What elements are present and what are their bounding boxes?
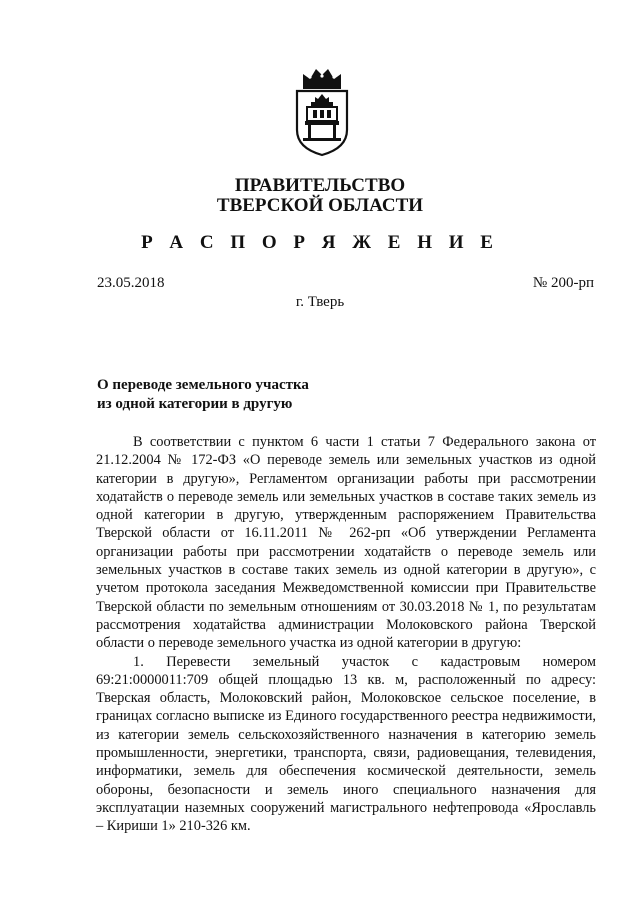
- body-paragraph-2: 1. Перевести земельный участок с кадастровым номером 69:21:0000011:709 общей площадью 13 кв. м, расположенный по адресу: Тверская область, Молоковский район, Молоковское сельское поселение, в границах согласно выписке из Единого государственного реестра недвижимости, из категории земель сельскохозяйственного назначения в категорию земель промышленности, энергетики, транспорта, связи, радиовещания, телевидения, информатики, земель для обеспечения космической деятельности, земель обороны, безопасности и земель иного специального назначения для эксплуатации наземных сооружений магистрального нефтепровода «Ярославль – Кириши 1» 210-326 км.: [96, 653, 596, 835]
- document-date: 23.05.2018: [97, 275, 165, 291]
- organization-line-2: ТВЕРСКОЙ ОБЛАСТИ: [216, 195, 424, 216]
- organization-title: [0, 176, 640, 216]
- document-number: № 200-рп: [532, 275, 594, 291]
- subject-line-2: из одной категории в другую: [97, 396, 293, 412]
- organization-line-1: ПРАВИТЕЛЬСТВО: [234, 175, 406, 196]
- document-type: Р А С П О Р Я Ж Е Н И Е: [141, 232, 499, 253]
- subject-line-1: О переводе земельного участка: [97, 377, 309, 393]
- body-paragraph-1: В соответствии с пунктом 6 части 1 статьи 7 Федерального закона от 21.12.2004 № 172-ФЗ «О переводе земель или земельных участков из одной категории в другую», Регламентом организации работы при рассмотрении ходатайств о переводе земель или земельных участков в составе таких земель из одной категории в другую, утвержденным распоряжением Правительства Тверской области от 16.11.2011 № 262-рп «Об утверждении Регламента организации работы при рассмотрении ходатайств о переводе земель или земельных участков в составе таких земель из одной категории в другую», с учетом протокола заседания Межведомственной комиссии при Правительстве Тверской области по земельным отношениям от 30.03.2018 № 1, по результатам рассмотрения ходатайства администрации Молоковского района Тверской области о переводе земельного участка из одной категории в другую:: [96, 434, 596, 652]
- document-body: [96, 433, 596, 836]
- coat-of-arms-icon: [289, 64, 355, 160]
- document-city: г. Тверь: [295, 294, 345, 310]
- document-subject: [97, 376, 309, 414]
